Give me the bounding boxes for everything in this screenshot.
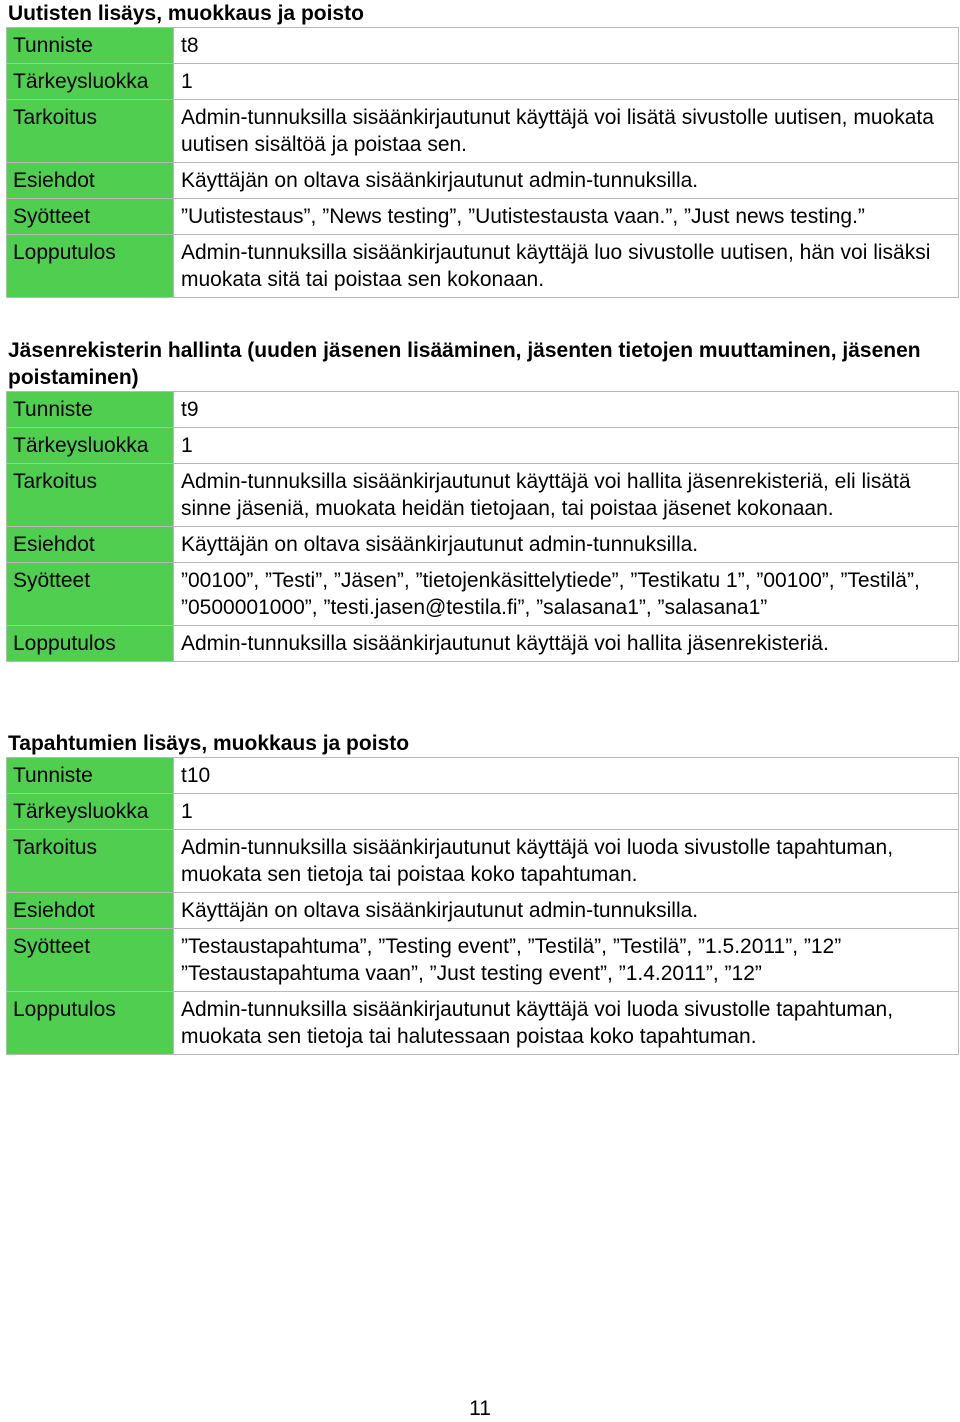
table-row bbox=[7, 100, 959, 163]
table-row bbox=[7, 893, 959, 929]
input-line: ”Testaustapahtuma”, ”Testing event”, ”Testilä”, ”Testilä”, ”1.5.2011”, ”12” bbox=[181, 935, 842, 958]
row-label: Syötteet bbox=[7, 199, 174, 235]
table-row bbox=[7, 392, 959, 428]
row-label: Tärkeysluokka bbox=[7, 64, 174, 100]
use-case-table bbox=[6, 27, 959, 298]
use-case-t9 bbox=[6, 337, 959, 662]
table-row bbox=[7, 992, 959, 1055]
row-value: Käyttäjän on oltava sisäänkirjautunut admin-tunnuksilla. bbox=[174, 163, 959, 199]
row-label: Lopputulos bbox=[7, 626, 174, 662]
table-row bbox=[7, 64, 959, 100]
page-number: 11 bbox=[469, 1397, 491, 1420]
section-title: Tapahtumien lisäys, muokkaus ja poisto bbox=[8, 732, 410, 755]
row-value: Admin-tunnuksilla sisäänkirjautunut käyttäjä voi luoda sivustolle tapahtuman, muokata sen tietoja tai poistaa koko tapahtuman. bbox=[174, 830, 959, 893]
table-row bbox=[7, 929, 959, 992]
row-value: t9 bbox=[174, 392, 959, 428]
use-case-t8 bbox=[6, 0, 959, 298]
row-value: Admin-tunnuksilla sisäänkirjautunut käyttäjä voi luoda sivustolle tapahtuman, muokata sen tietoja tai halutessaan poistaa koko tapahtuman. bbox=[174, 992, 959, 1055]
row-label: Syötteet bbox=[7, 563, 174, 626]
row-label: Tarkoitus bbox=[7, 100, 174, 163]
table-row bbox=[7, 428, 959, 464]
table-row bbox=[7, 830, 959, 893]
row-value: ”Uutistestaus”, ”News testing”, ”Uutistestausta vaan.”, ”Just news testing.” bbox=[174, 199, 959, 235]
input-line: ”Testaustapahtuma vaan”, ”Just testing event”, ”1.4.2011”, ”12” bbox=[181, 962, 762, 985]
row-value: t10 bbox=[174, 758, 959, 794]
row-label: Esiehdot bbox=[7, 527, 174, 563]
row-value: Admin-tunnuksilla sisäänkirjautunut käyttäjä voi hallita jäsenrekisteriä, eli lisätä sinne jäseniä, muokata heidän tietojaan, tai poistaa jäsenet kokonaan. bbox=[174, 464, 959, 527]
table-row bbox=[7, 464, 959, 527]
table-row bbox=[7, 794, 959, 830]
use-case-table bbox=[6, 391, 959, 662]
row-value: ”00100”, ”Testi”, ”Jäsen”, ”tietojenkäsittelytiede”, ”Testikatu 1”, ”00100”, ”Testilä”, ”0500001000”, ”testi.jasen@testila.fi”, ”salasana1”, ”salasana1” bbox=[174, 563, 959, 626]
row-value: 1 bbox=[174, 64, 959, 100]
row-label: Tarkoitus bbox=[7, 830, 174, 893]
section-title: Jäsenrekisterin hallinta (uuden jäsenen lisääminen, jäsenten tietojen muuttaminen, jäsenen poistaminen) bbox=[8, 339, 921, 389]
row-value: 1 bbox=[174, 428, 959, 464]
row-value bbox=[174, 929, 959, 992]
row-value: Admin-tunnuksilla sisäänkirjautunut käyttäjä luo sivustolle uutisen, hän voi lisäksi muokata sitä tai poistaa sen kokonaan. bbox=[174, 235, 959, 298]
section-title: Uutisten lisäys, muokkaus ja poisto bbox=[8, 2, 364, 25]
table-row bbox=[7, 563, 959, 626]
table-row bbox=[7, 163, 959, 199]
row-value: t8 bbox=[174, 28, 959, 64]
row-label: Tarkoitus bbox=[7, 464, 174, 527]
row-label: Syötteet bbox=[7, 929, 174, 992]
row-label: Esiehdot bbox=[7, 893, 174, 929]
row-value: 1 bbox=[174, 794, 959, 830]
table-row bbox=[7, 527, 959, 563]
table-row bbox=[7, 626, 959, 662]
row-label: Tärkeysluokka bbox=[7, 428, 174, 464]
row-label: Lopputulos bbox=[7, 992, 174, 1055]
row-label: Esiehdot bbox=[7, 163, 174, 199]
table-row bbox=[7, 199, 959, 235]
row-label: Tärkeysluokka bbox=[7, 794, 174, 830]
row-label: Tunniste bbox=[7, 392, 174, 428]
row-value: Käyttäjän on oltava sisäänkirjautunut admin-tunnuksilla. bbox=[174, 527, 959, 563]
row-label: Tunniste bbox=[7, 758, 174, 794]
table-row bbox=[7, 28, 959, 64]
table-row bbox=[7, 235, 959, 298]
table-row bbox=[7, 758, 959, 794]
row-label: Tunniste bbox=[7, 28, 174, 64]
row-label: Lopputulos bbox=[7, 235, 174, 298]
use-case-t10 bbox=[6, 730, 959, 1055]
row-value: Käyttäjän on oltava sisäänkirjautunut admin-tunnuksilla. bbox=[174, 893, 959, 929]
use-case-table bbox=[6, 757, 959, 1055]
row-value: Admin-tunnuksilla sisäänkirjautunut käyttäjä voi hallita jäsenrekisteriä. bbox=[174, 626, 959, 662]
row-value: Admin-tunnuksilla sisäänkirjautunut käyttäjä voi lisätä sivustolle uutisen, muokata uutisen sisältöä ja poistaa sen. bbox=[174, 100, 959, 163]
